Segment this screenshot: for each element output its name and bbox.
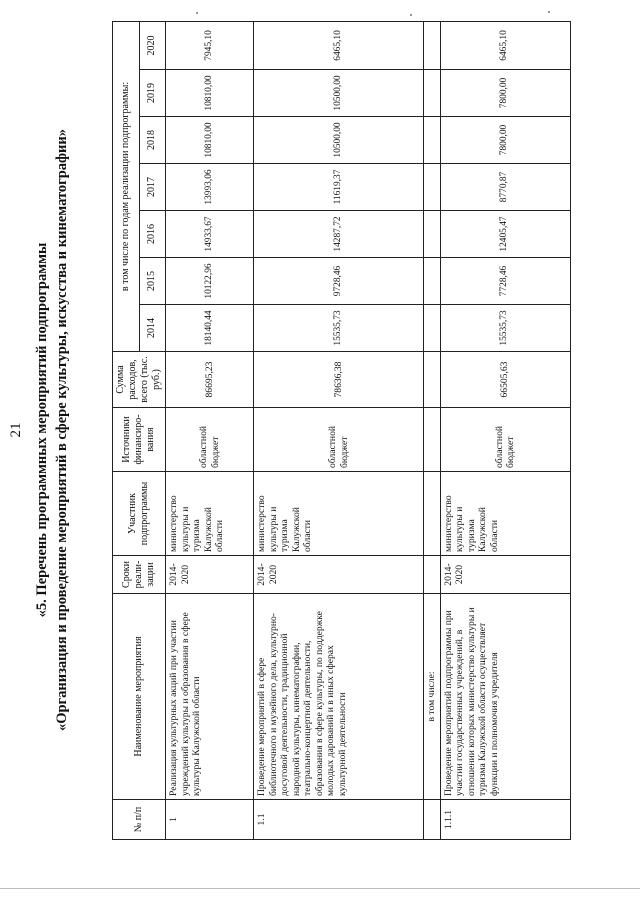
col-num-header: № п/п xyxy=(113,800,166,840)
row-number: 1.1.1 xyxy=(440,800,570,840)
col-source-header: Источники финансиро-вания xyxy=(113,408,166,472)
year-value: 7800,00 xyxy=(440,117,570,164)
subheader-label: в том числе: xyxy=(424,594,441,800)
table-row xyxy=(440,21,570,839)
funding-source: областной бюджет xyxy=(166,408,254,472)
year-value: 11619,37 xyxy=(254,164,424,211)
table-row xyxy=(166,21,254,839)
year-value: 10500,00 xyxy=(254,117,424,164)
year-header: 2018 xyxy=(139,117,166,164)
year-value: 10810,00 xyxy=(166,70,254,117)
year-value: 7728,46 xyxy=(440,258,570,305)
measure-name: Проведение мероприятий подпрограммы при участии государственных учреждений, в отношении которых министерство культуры и туризма Калужской области осуществляет функции и полномочия учредителя xyxy=(440,594,570,800)
measures-table xyxy=(112,21,571,840)
year-value: 10500,00 xyxy=(254,70,424,117)
col-name-header: Наименование мероприятия xyxy=(113,594,166,800)
measure-participant: министерство культуры и туризма Калужской области xyxy=(440,472,570,556)
measure-participant: министерство культуры и туризма Калужской области xyxy=(254,472,424,556)
year-header: 2020 xyxy=(139,21,166,69)
year-value: 6465,10 xyxy=(254,21,424,69)
year-value: 13993,06 xyxy=(166,164,254,211)
year-value: 14933,67 xyxy=(166,211,254,258)
year-header: 2016 xyxy=(139,211,166,258)
table-row xyxy=(254,21,424,839)
measure-name: Реализация культурных акций при участии учреждений культуры и образования в сфере культуры Калужской области xyxy=(166,594,254,800)
total-sum: 86695,23 xyxy=(166,352,254,408)
year-value: 15535,73 xyxy=(440,305,570,352)
year-header: 2015 xyxy=(139,258,166,305)
subheader-row xyxy=(424,21,441,839)
col-participant-header: Участник подпрограммы xyxy=(113,472,166,556)
year-value: 9728,46 xyxy=(254,258,424,305)
measure-period: 2014-2020 xyxy=(254,556,424,594)
measure-period: 2014-2020 xyxy=(166,556,254,594)
year-header: 2019 xyxy=(139,70,166,117)
year-header: 2017 xyxy=(139,164,166,211)
col-period-header: Сроки реали-зации xyxy=(113,556,166,594)
header-row xyxy=(113,21,140,839)
subprogram-title: «Организация и проведение мероприятий в сфере культуры, искусства и кинематографии» xyxy=(54,128,70,732)
measure-period: 2014-2020 xyxy=(440,556,570,594)
year-value: 10122,96 xyxy=(166,258,254,305)
year-value: 14287,72 xyxy=(254,211,424,258)
year-value: 15535,73 xyxy=(254,305,424,352)
measure-name: Проведение мероприятий в сфере библиотечного и музейного дела, культурно-досуговой деятельности, традиционной народной культуры, кинематографии, театрально-концертной деятельности, образования в сфере культуры, по поддержке молодых дарований и в иных сферах культурной деятельности xyxy=(254,594,424,800)
years-group-header: в том числе по годам реализации подпрограммы: xyxy=(113,21,140,351)
total-sum: 78636,38 xyxy=(254,352,424,408)
year-value: 7945,10 xyxy=(166,21,254,69)
page-edge-line xyxy=(0,888,640,889)
row-number: 1.1 xyxy=(254,800,424,840)
year-value: 8770,87 xyxy=(440,164,570,211)
total-sum: 66505,63 xyxy=(440,352,570,408)
year-value: 10810,00 xyxy=(166,117,254,164)
year-value: 7800,00 xyxy=(440,70,570,117)
funding-source: областной бюджет xyxy=(440,408,570,472)
funding-source: областной бюджет xyxy=(254,408,424,472)
year-value: 12405,47 xyxy=(440,211,570,258)
section-title: «5. Перечень программных мероприятий подпрограммы xyxy=(34,242,50,618)
page-number: 21 xyxy=(8,422,24,438)
row-number: 1 xyxy=(166,800,254,840)
year-value: 18140,44 xyxy=(166,305,254,352)
measure-participant: министерство культуры и туризма Калужской области xyxy=(166,472,254,556)
year-header: 2014 xyxy=(139,305,166,352)
year-value: 6465,10 xyxy=(440,21,570,69)
col-sum-header: Сумма расходов, всего (тыс. руб.) xyxy=(113,352,166,408)
